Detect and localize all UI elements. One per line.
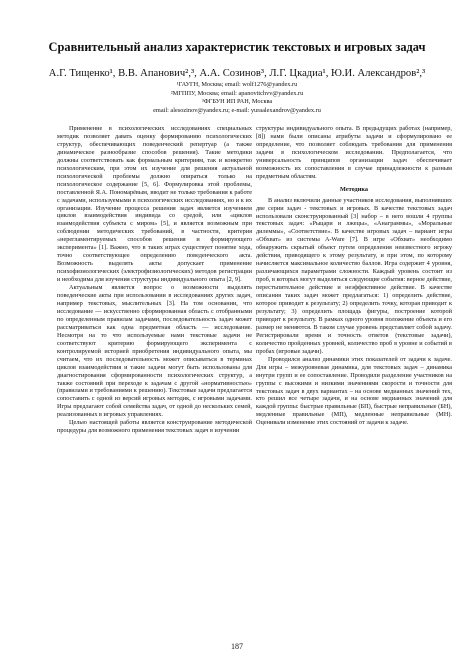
- affiliation-line: ¹ГАУГН, Москва; email: wolf1276@yandex.ru: [176, 81, 298, 88]
- body-paragraph: В анализ включили данные участников исследования, выполнявших две серии задач - текстовых и игровых. В качестве текстовых задач использовали сконструированный [3] набор – в него вошли 4 группы текстовых задач: «Рыцари и лжецы», «Анаграммы», «Моральные дилеммы», «Соответствие». В качестве игровых задач – вариант игры «Обхват» из системы A-Ware [7]. В игре «Обхват» необходимо обнаружить скрытый объект путем определения неизвестного игроку действия, приводящего к этому результату, и при этом, по которому начисляется максимальное количество баллов. Игра содержит 4 уровня, различающихся параметрами сложности. Каждый уровень состоит из проб, в которых могут выделяться следующие события: верное действие, перестъпительное действие и неэффективное действие. В качестве описания таких задач может предлагаться: 1) определить действие, которое приводит к результату; 2) определить точку, которая приводит к результату; 3) определить площадь фигуры, построение которой приводит к результату. В рамках одного уровня положение объекта и его размер не меняются. В таком случае уровень представляет собой задачу. Регистрировали время и точность ответов (текстовые задачи), количество пройденных уровней, количество проб в уровне и событий в пробах (игровые задачи).: [256, 196, 452, 355]
- affiliation-line: ²МГППУ, Москва; email: apanovitchvv@yandex.ru: [170, 89, 304, 97]
- paper-title: Сравнительный анализ характеристик текстовых и игровых задач: [48, 40, 426, 54]
- left-column: [57, 125, 252, 435]
- affiliation-line: ³ФГБУН ИП РАН, Москва: [201, 98, 273, 106]
- body-paragraph: Целью настоящей работы является конструирование методической процедуры для возможного применения текстовых задач в изучении: [57, 419, 252, 435]
- body-paragraph: Применение в психологических исследованиях специальных методик позволяет давать оценку формированию психологических структур, обеспечивающих поведенческий репертуар (а также динамическое разнообразие способов решения). Такие методики должны соответствовать как формальным критериям, так и конкретно психологическим, при этом их изучение для решения актуальной психологической проблемы должно опираться только на психологическое содержание [5, 6]. Формулировка этой проблемы, поставленной Я.А. Пономарёвым, вводит не только требования к работе с задачами, используемыми в психологических исследованиях, но и к их организации. Изучение процесса решения задач является изучением циклов взаимодействия индивида со средой, или «циклов взаимодействия субъекта с миром» [5], и является возможным при соблюдении методических требований, в частности, критерия «нерегламентируемых способов решения и формирующего эксперимента» [1]. Важно, что в таких играх существует понятие хода, точно соответствующее определению поведенческого акта. Возможность выделять акты допускает применение психофизиологических (электрофизиологических) методов регистрации и необходима для изучения структуры индивидуального опыта [2, 9].: [57, 125, 252, 284]
- body-paragraph: Проводился анализ динамики этих показателей от задачи к задаче. Для игры – межуровневая динамика, для текстовых задач – динамика внутри групп и ее сопоставление. Проводили разделение участников на группы с высокими и низкими значениями скорости и точности для текстовых задач в двух вариантах – на основе медианных значений тех, кто решил все четыре задачи, и на основе медианных значений для каждой группы: быстрые правильные (БП), быстрые неправильные (БН), медленные правильные (МП), медленные неправильные (МН). Оценивали изменение этих состояний от задачи к задаче.: [256, 355, 452, 427]
- affiliation-line: email: alesozinov@yandex.ru; e-mail: yuraalexandrov@yandex.ru: [153, 106, 321, 114]
- body-paragraph: Актуальным является вопрос о возможности выделять поведенческие акты при использовании в исследованиях других задач, например текстовых, мыслительных [3]. На том основании, что исследование — искусственно сформированная область с отобранными по определенным правилам задачами, последовательность задач может рассматриваться как одна предметная область — исследование. Несмотря на то что используемые нами текстовые задачи не соответствуют критерию формирующего эксперимента с контролируемой историей приобретения индивидуального опыта, мы считаем, что их последовательность может описываться в терминах циклов взаимодействия и такие задачи могут быть использованы для диагностирования сформированности психологических структур, а также состояний при переходе к задачам с другой «нормативностью» (правилами и требованиями к решению). Текстовые задачи предлагается сопоставить с одной из версий игровых методик, с игровыми задачами. Игры предлагают собой семейства задач, от одной до нескольких семей, реализованных в игровых управлениях.: [57, 284, 252, 419]
- right-column: [256, 125, 452, 427]
- author-list: А.Г. Тищенко¹, В.В. Апанович²,³, А.А. Созинов³, Л.Г. Цкадиа¹, Ю.И. Александров²,³: [48, 68, 426, 79]
- affiliations: [20, 81, 454, 115]
- body-paragraph: структуры индивидуального опыта. В предыдущих работах (например, [8]) нами были описаны атрибуты задачи и сформулировано ее определение, что позволяет соблюдать требования для применения задачи в психологическом исследовании. Предполагается, что универсальность принципов организации задач обеспечивает возможность их сопоставления в случае принадлежности к разным предметным областям.: [256, 125, 452, 180]
- section-heading: Методика: [340, 185, 368, 193]
- page-number: 187: [231, 642, 243, 651]
